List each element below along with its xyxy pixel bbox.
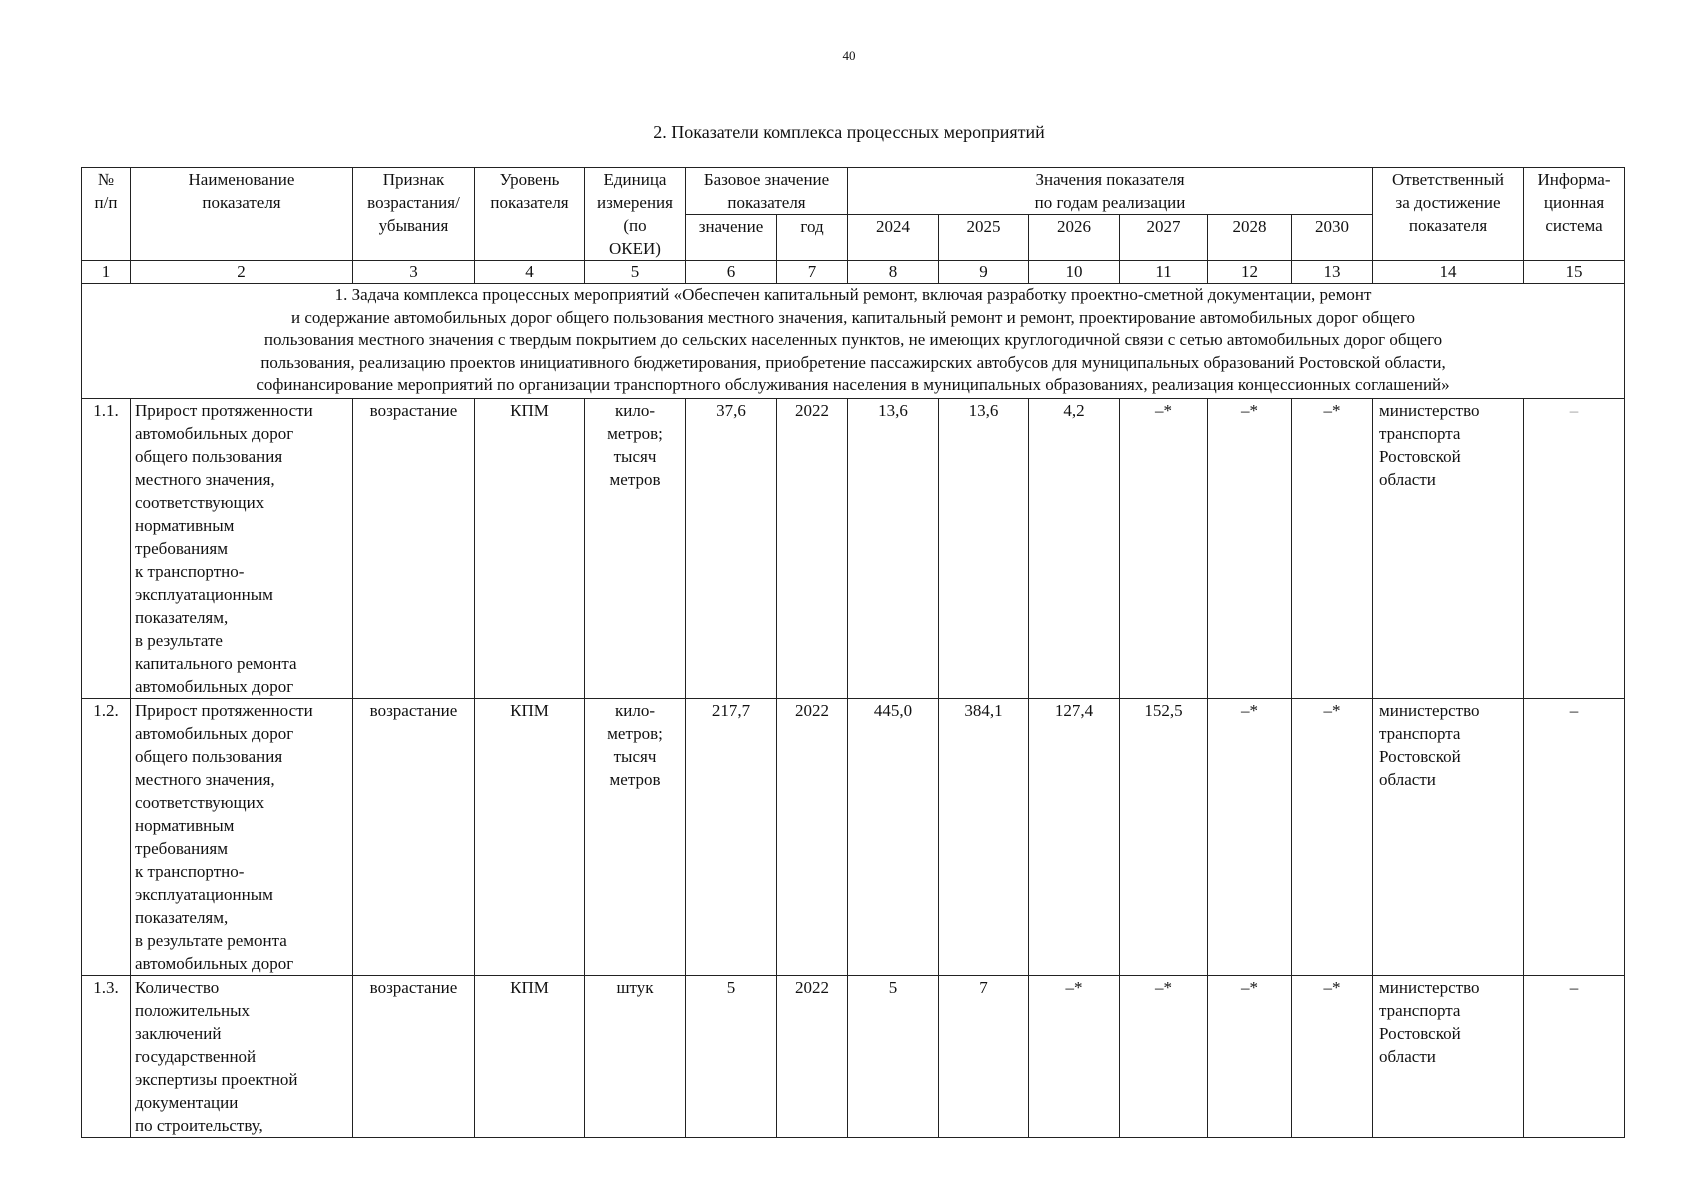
header-year-2024: 2024	[848, 215, 939, 261]
column-numbers-row	[82, 261, 1625, 284]
row-sign: возрастание	[353, 976, 475, 1138]
column-number: 15	[1524, 261, 1625, 284]
row-responsible: министерство транспорта Ростовской области	[1373, 399, 1524, 699]
header-year-2030: 2030	[1292, 215, 1373, 261]
row-level: КПМ	[475, 399, 585, 699]
row-sign: возрастание	[353, 699, 475, 976]
row-value-2026: 4,2	[1029, 399, 1120, 699]
row-value-2024: 13,6	[848, 399, 939, 699]
column-number: 2	[131, 261, 353, 284]
page-number: 40	[842, 48, 856, 63]
indicators-table	[81, 167, 1625, 1138]
row-value-2030: –*	[1292, 699, 1373, 976]
row-info: –	[1524, 976, 1625, 1138]
row-unit: кило- метров; тысяч метров	[585, 399, 686, 699]
header-year-2026: 2026	[1029, 215, 1120, 261]
row-value-2027: –*	[1120, 976, 1208, 1138]
row-info: –	[1524, 699, 1625, 976]
header-sign: Признак возрастания/ убывания	[353, 168, 475, 261]
header-base-value: значение	[686, 215, 777, 261]
row-sign: возрастание	[353, 399, 475, 699]
header-num: № п/п	[82, 168, 131, 261]
table-title: 2. Показатели комплекса процессных мероприятий	[653, 122, 1045, 142]
column-number: 12	[1208, 261, 1292, 284]
column-number: 11	[1120, 261, 1208, 284]
header-values: Значения показателя по годам реализации	[848, 168, 1373, 215]
row-num: 1.1.	[82, 399, 131, 699]
column-number: 5	[585, 261, 686, 284]
header-responsible: Ответственный за достижение показателя	[1373, 168, 1524, 261]
header-unit: Единица измерения (по ОКЕИ)	[585, 168, 686, 261]
row-value-2026: –*	[1029, 976, 1120, 1138]
task-row	[82, 284, 1625, 399]
column-number: 3	[353, 261, 475, 284]
row-value-2028: –*	[1208, 699, 1292, 976]
row-value-2025: 7	[939, 976, 1029, 1138]
column-number: 14	[1373, 261, 1524, 284]
row-value-2027: –*	[1120, 399, 1208, 699]
column-number: 8	[848, 261, 939, 284]
header-base: Базовое значение показателя	[686, 168, 848, 215]
table-row	[82, 976, 1625, 1138]
header-row-1	[82, 168, 1625, 215]
row-base-year: 2022	[777, 699, 848, 976]
row-num: 1.3.	[82, 976, 131, 1138]
row-value-2028: –*	[1208, 976, 1292, 1138]
column-number: 4	[475, 261, 585, 284]
row-num: 1.2.	[82, 699, 131, 976]
row-value-2024: 5	[848, 976, 939, 1138]
row-value-2025: 384,1	[939, 699, 1029, 976]
row-value-2024: 445,0	[848, 699, 939, 976]
column-number: 6	[686, 261, 777, 284]
header-name: Наименование показателя	[131, 168, 353, 261]
row-base-value: 217,7	[686, 699, 777, 976]
row-value-2028: –*	[1208, 399, 1292, 699]
row-responsible: министерство транспорта Ростовской области	[1373, 976, 1524, 1138]
header-base-year: год	[777, 215, 848, 261]
header-year-2027: 2027	[1120, 215, 1208, 261]
header-info: Информа- ционная система	[1524, 168, 1625, 261]
header-year-2028: 2028	[1208, 215, 1292, 261]
row-base-year: 2022	[777, 399, 848, 699]
column-number: 10	[1029, 261, 1120, 284]
header-level: Уровень показателя	[475, 168, 585, 261]
row-base-year: 2022	[777, 976, 848, 1138]
row-base-value: 5	[686, 976, 777, 1138]
column-number: 1	[82, 261, 131, 284]
row-name: Прирост протяженности автомобильных дорог общего пользования местного значения, соответствующих нормативным требованиям к транспортно- эксплуатационным показателям, в результате капитального ремонта автомобильных дорог	[131, 399, 353, 699]
row-value-2027: 152,5	[1120, 699, 1208, 976]
header-year-2025: 2025	[939, 215, 1029, 261]
task-text: 1. Задача комплекса процессных мероприятий «Обеспечен капитальный ремонт, включая разработку проектно-сметной документации, ремонт и содержание автомобильных дорог общего пользования местного значения, капитальный ремонт и ремонт, проектирование автомобильных дорог общего пользования местного значения с твердым покрытием до сельских населенных пунктов, не имеющих круглогодичной связи с сетью автомобильных дорог общего пользования, реализацию проектов инициативного бюджетирования, приобретение пассажирских автобусов для муниципальных образований Ростовской области, софинансирование мероприятий по организации транспортного обслуживания населения в муниципальных образованиях, реализация концессионных соглашений»	[82, 284, 1625, 399]
column-number: 7	[777, 261, 848, 284]
column-number: 13	[1292, 261, 1373, 284]
row-unit: кило- метров; тысяч метров	[585, 699, 686, 976]
row-level: КПМ	[475, 699, 585, 976]
row-value-2026: 127,4	[1029, 699, 1120, 976]
row-value-2030: –*	[1292, 976, 1373, 1138]
row-value-2025: 13,6	[939, 399, 1029, 699]
table-row	[82, 699, 1625, 976]
row-name: Прирост протяженности автомобильных дорог общего пользования местного значения, соответствующих нормативным требованиям к транспортно- эксплуатационным показателям, в результате ремонта автомобильных дорог	[131, 699, 353, 976]
column-number: 9	[939, 261, 1029, 284]
row-value-2030: –*	[1292, 399, 1373, 699]
row-base-value: 37,6	[686, 399, 777, 699]
row-level: КПМ	[475, 976, 585, 1138]
row-responsible: министерство транспорта Ростовской области	[1373, 699, 1524, 976]
table-row	[82, 399, 1625, 699]
row-unit: штук	[585, 976, 686, 1138]
row-name: Количество положительных заключений государственной экспертизы проектной документации по строительству,	[131, 976, 353, 1138]
row-info: –	[1524, 399, 1625, 699]
